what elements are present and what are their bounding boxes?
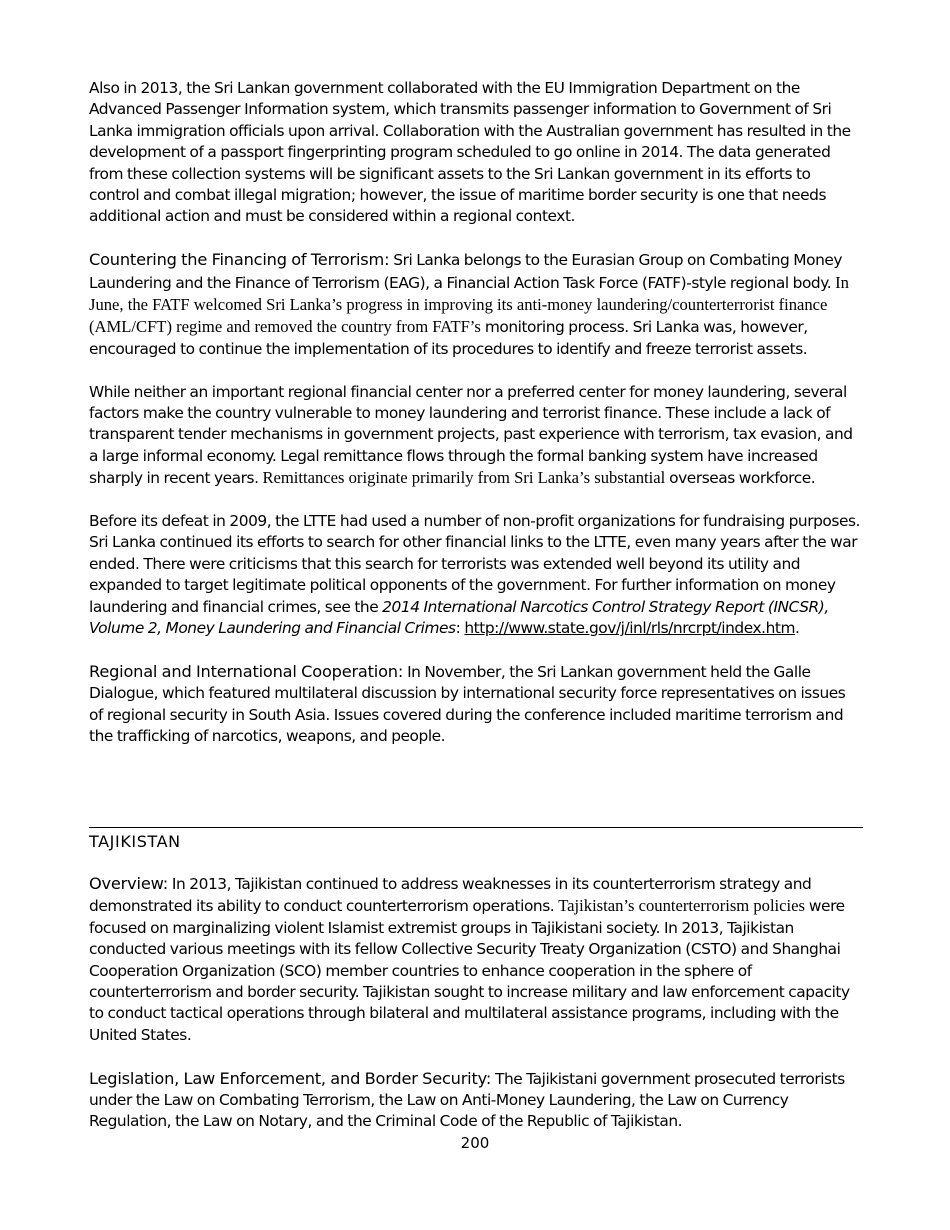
immigration-paragraph [89,78,863,228]
legislation-text: The Tajikistani government prosecuted terrorists under the Law on Combating Terrorism, the Law on Anti-Money Laundering, the Law on Currency Regulation, the Law on Notary, and the Criminal Code of the Republic of Tajikistan. [89,1069,845,1131]
ltte-period: . [795,619,800,638]
paragraph-gap [89,640,863,661]
paragraph-gap [89,360,863,381]
ltte-colon: : [455,619,461,638]
incsr-report-link[interactable]: http://www.state.gov/j/inl/rls/nrcrpt/index.htm [464,619,796,638]
overview-text-b: Tajikistan’s counterterrorism policies [558,896,805,916]
ltte-text: Before its defeat in 2009, the LTTE had used a number of non-profit organizations for fundraising purposes. Sri Lanka continued its efforts to search for other financial links to the LTTE, even many years after the war ended. There were criticisms that this search for terrorists was extended well beyond its utility and expanded to target legitimate political opponents of the government. For further information on money laundering and financial crimes, see the [89,512,860,616]
cft-paragraph [89,249,863,360]
immigration-text: Also in 2013, the Sri Lankan government collaborated with the EU Immigration Department on the Advanced Passenger Information system, which transmits passenger information to Government of Sri Lanka immigration officials upon arrival. Collaboration with the Australian government has resulted in the development of a passport fingerprinting program scheduled to go online in 2014. The data generated from these collection systems will be significant assets to the Sri Lankan government in its efforts to control and combat illegal migration; however, the issue of maritime border security is one that needs additional action and must be considered within a regional context. [89,79,851,226]
cft-text-b: In June, the FATF welcomed Sri Lanka’s progress in improving its anti-money laundering/counterterrorist finance (AML/CFT) regime and removed the country from FATF’s [89,272,849,337]
tajikistan-section [89,873,863,1133]
vulnerability-text-c: overseas workforce. [665,469,816,488]
vulnerability-text-b: Remittances originate primarily from Sri Lanka’s substantial [262,468,666,488]
country-heading-tajikistan: TAJIKISTAN [89,832,181,851]
cooperation-heading: Regional and International Cooperation: [89,661,404,681]
page-number: 200 [460,1134,490,1152]
sri-lanka-section [89,78,863,748]
cooperation-paragraph [89,661,863,748]
overview-text-a: In 2013, Tajikistan continued to address weaknesses in its counterterrorism strategy and demonstrated its ability to conduct counterterrorism operations. [89,875,812,916]
overview-paragraph [89,873,863,1046]
paragraph-gap [89,1046,863,1067]
cft-text-a: Sri Lanka belongs to the Eurasian Group on Combating Money Laundering and the Finance of Terrorism (EAG), a Financial Action Task Force (FATF)-style regional body. [89,251,843,292]
vulnerability-text-a: While neither an important regional financial center nor a preferred center for money laundering, several factors make the country vulnerable to money laundering and terrorist finance. These include a lack of transparent tender mechanisms in government projects, past experience with terrorism, tax evasion, and a large informal economy. Legal remittance flows through the formal banking system have increased sharply in recent years. [89,382,853,488]
ltte-paragraph [89,511,863,639]
paragraph-gap [89,228,863,249]
legislation-paragraph [89,1068,863,1133]
overview-heading: Overview: [89,874,168,893]
cft-text-c: monitoring process. Sri Lanka was, however, encouraged to continue the implementation of its procedures to identify and freeze terrorist assets. [89,318,808,358]
legislation-heading: Legislation, Law Enforcement, and Border Security: [89,1068,492,1088]
overview-text-c: were focused on marginalizing violent Islamist extremist groups in Tajikistani society. In 2013, Tajikistan conducted various meetings with its fellow Collective Security Treaty Organization (CSTO) and Shanghai Cooperation Organization (SCO) member countries to enhance cooperation in the sphere of counterterrorism and border security. Tajikistan sought to increase military and law enforcement capacity to conduct tactical operations through bilateral and multilateral assistance programs, including with the United States. [89,897,850,1044]
vulnerability-paragraph [89,382,863,490]
cft-heading: Countering the Financing of Terrorism: [89,250,390,270]
country-divider [89,827,863,828]
paragraph-gap [89,490,863,511]
incsr-report-title: 2014 International Narcotics Control Strategy Report (INCSR), Volume 2, Money Laundering and Financial Crimes [89,597,829,638]
cooperation-text: In November, the Sri Lankan government held the Galle Dialogue, which featured multilateral discussion by international security force representatives on issues of regional security in South Asia. Issues covered during the conference included maritime terrorism and the trafficking of narcotics, weapons, and people. [89,662,846,746]
